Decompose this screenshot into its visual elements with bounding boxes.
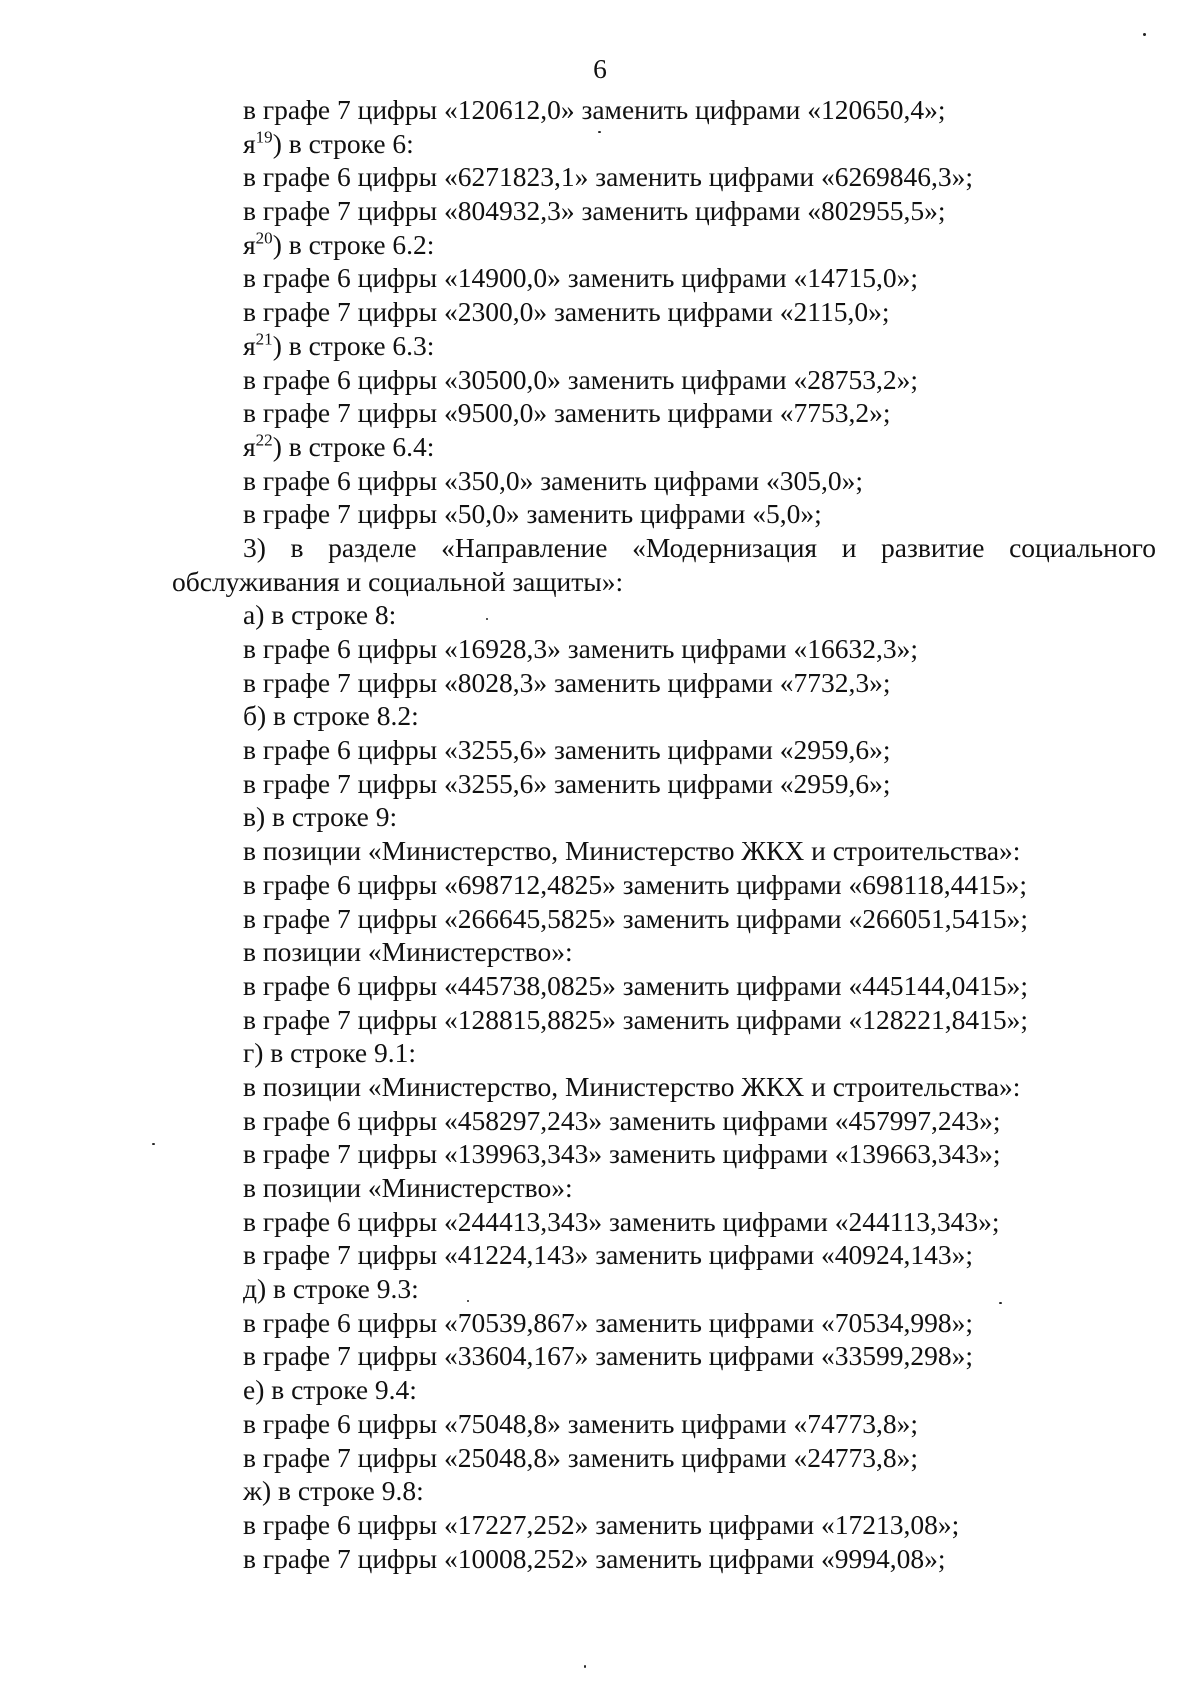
text-line: в графе 6 цифры «3255,6» заменить цифрами «2959,6»; xyxy=(243,734,891,766)
item-text: ) в строке 6: xyxy=(272,127,414,159)
text-line: в графе 6 цифры «75048,8» заменить цифрами «74773,8»; xyxy=(243,1407,918,1439)
item-letter: я xyxy=(243,228,256,260)
text-line: а) в строке 8: xyxy=(243,599,397,631)
item-superscript: 22 xyxy=(255,430,273,450)
text-line: в графе 6 цифры «30500,0» заменить цифрами «28753,2»; xyxy=(243,363,918,395)
item-superscript: 19 xyxy=(255,127,273,147)
text-line: в графе 7 цифры «120612,0» заменить цифрами «120650,4»; xyxy=(243,94,946,125)
text-line xyxy=(172,329,1156,363)
scan-speck xyxy=(467,1300,469,1302)
text-line: д) в строке 9.3: xyxy=(243,1273,419,1305)
scan-speck xyxy=(486,618,488,620)
text-line: в графе 7 цифры «25048,8» заменить цифрами «24773,8»; xyxy=(243,1441,918,1473)
item-superscript: 21 xyxy=(255,329,273,349)
text-line: в графе 6 цифры «70539,867» заменить цифрами «70534,998»; xyxy=(243,1306,973,1338)
text-line: в графе 7 цифры «804932,3» заменить цифрами «802955,5»; xyxy=(243,195,946,227)
text-line: в графе 6 цифры «244413,343» заменить цифрами «244113,343»; xyxy=(243,1205,1000,1237)
text-line: в графе 6 цифры «6271823,1» заменить цифрами «6269846,3»; xyxy=(243,161,973,193)
text-line: в графе 7 цифры «10008,252» заменить цифрами «9994,08»; xyxy=(243,1542,946,1574)
text-line: е) в строке 9.4: xyxy=(243,1374,417,1406)
page-number: 6 xyxy=(593,53,607,84)
item-text: ) в строке 6.4: xyxy=(272,430,435,462)
text-line: в графе 7 цифры «2300,0» заменить цифрами «2115,0»; xyxy=(243,296,890,328)
text-line: в графе 7 цифры «33604,167» заменить цифрами «33599,298»; xyxy=(243,1340,973,1372)
scan-speck xyxy=(584,1665,586,1668)
item-letter: я xyxy=(243,127,256,159)
text-line: в графе 6 цифры «698712,4825» заменить цифрами «698118,4415»; xyxy=(243,868,1027,900)
text-line xyxy=(172,430,1156,464)
text-line: в графе 7 цифры «139963,343» заменить цифрами «139663,343»; xyxy=(243,1138,1001,1170)
item-text: ) в строке 6.2: xyxy=(272,228,435,260)
text-line xyxy=(172,127,1156,161)
text-line: 3) в разделе «Направление «Модернизация и развитие социального xyxy=(243,531,1156,563)
text-line: в графе 7 цифры «266645,5825» заменить цифрами «266051,5415»; xyxy=(243,902,1028,934)
text-line: обслуживания и социальной защиты»: xyxy=(172,565,624,597)
scan-speck xyxy=(1143,33,1146,36)
text-line: ж) в строке 9.8: xyxy=(243,1475,424,1507)
text-line: в графе 7 цифры «9500,0» заменить цифрами «7753,2»; xyxy=(243,397,891,429)
item-letter: я xyxy=(243,430,256,462)
scan-speck xyxy=(152,1143,155,1145)
text-line: в позиции «Министерство, Министерство ЖКХ и строительства»: xyxy=(243,1070,1021,1102)
text-line: в графе 7 цифры «3255,6» заменить цифрами «2959,6»; xyxy=(243,767,891,799)
item-superscript: 20 xyxy=(255,228,273,248)
scan-speck xyxy=(598,131,601,133)
text-line: в графе 6 цифры «16928,3» заменить цифрами «16632,3»; xyxy=(243,633,918,664)
document-body xyxy=(172,93,1156,1575)
text-line: г) в строке 9.1: xyxy=(243,1037,417,1069)
text-line: в графе 6 цифры «14900,0» заменить цифрами «14715,0»; xyxy=(243,262,918,294)
text-line: в графе 7 цифры «8028,3» заменить цифрами «7732,3»; xyxy=(243,666,891,698)
text-line: б) в строке 8.2: xyxy=(243,700,419,732)
item-text: ) в строке 6.3: xyxy=(272,329,435,361)
text-line: в) в строке 9: xyxy=(243,801,398,833)
text-line: в позиции «Министерство»: xyxy=(243,1172,573,1203)
text-line: в графе 7 цифры «50,0» заменить цифрами «5,0»; xyxy=(243,498,822,530)
text-line: в графе 7 цифры «41224,143» заменить цифрами «40924,143»; xyxy=(243,1239,973,1271)
text-line: в графе 6 цифры «458297,243» заменить цифрами «457997,243»; xyxy=(243,1104,1001,1136)
text-line: в позиции «Министерство, Министерство ЖКХ и строительства»: xyxy=(243,835,1021,867)
scan-speck xyxy=(999,1302,1002,1304)
item-letter: я xyxy=(243,329,256,361)
text-line: в графе 7 цифры «128815,8825» заменить цифрами «128221,8415»; xyxy=(243,1003,1028,1035)
text-line: в позиции «Министерство»: xyxy=(243,936,573,968)
text-line xyxy=(172,228,1156,262)
text-line: в графе 6 цифры «445738,0825» заменить цифрами «445144,0415»; xyxy=(243,969,1028,1001)
text-line: в графе 6 цифры «17227,252» заменить цифрами «17213,08»; xyxy=(243,1508,960,1540)
text-line: в графе 6 цифры «350,0» заменить цифрами «305,0»; xyxy=(243,464,863,496)
